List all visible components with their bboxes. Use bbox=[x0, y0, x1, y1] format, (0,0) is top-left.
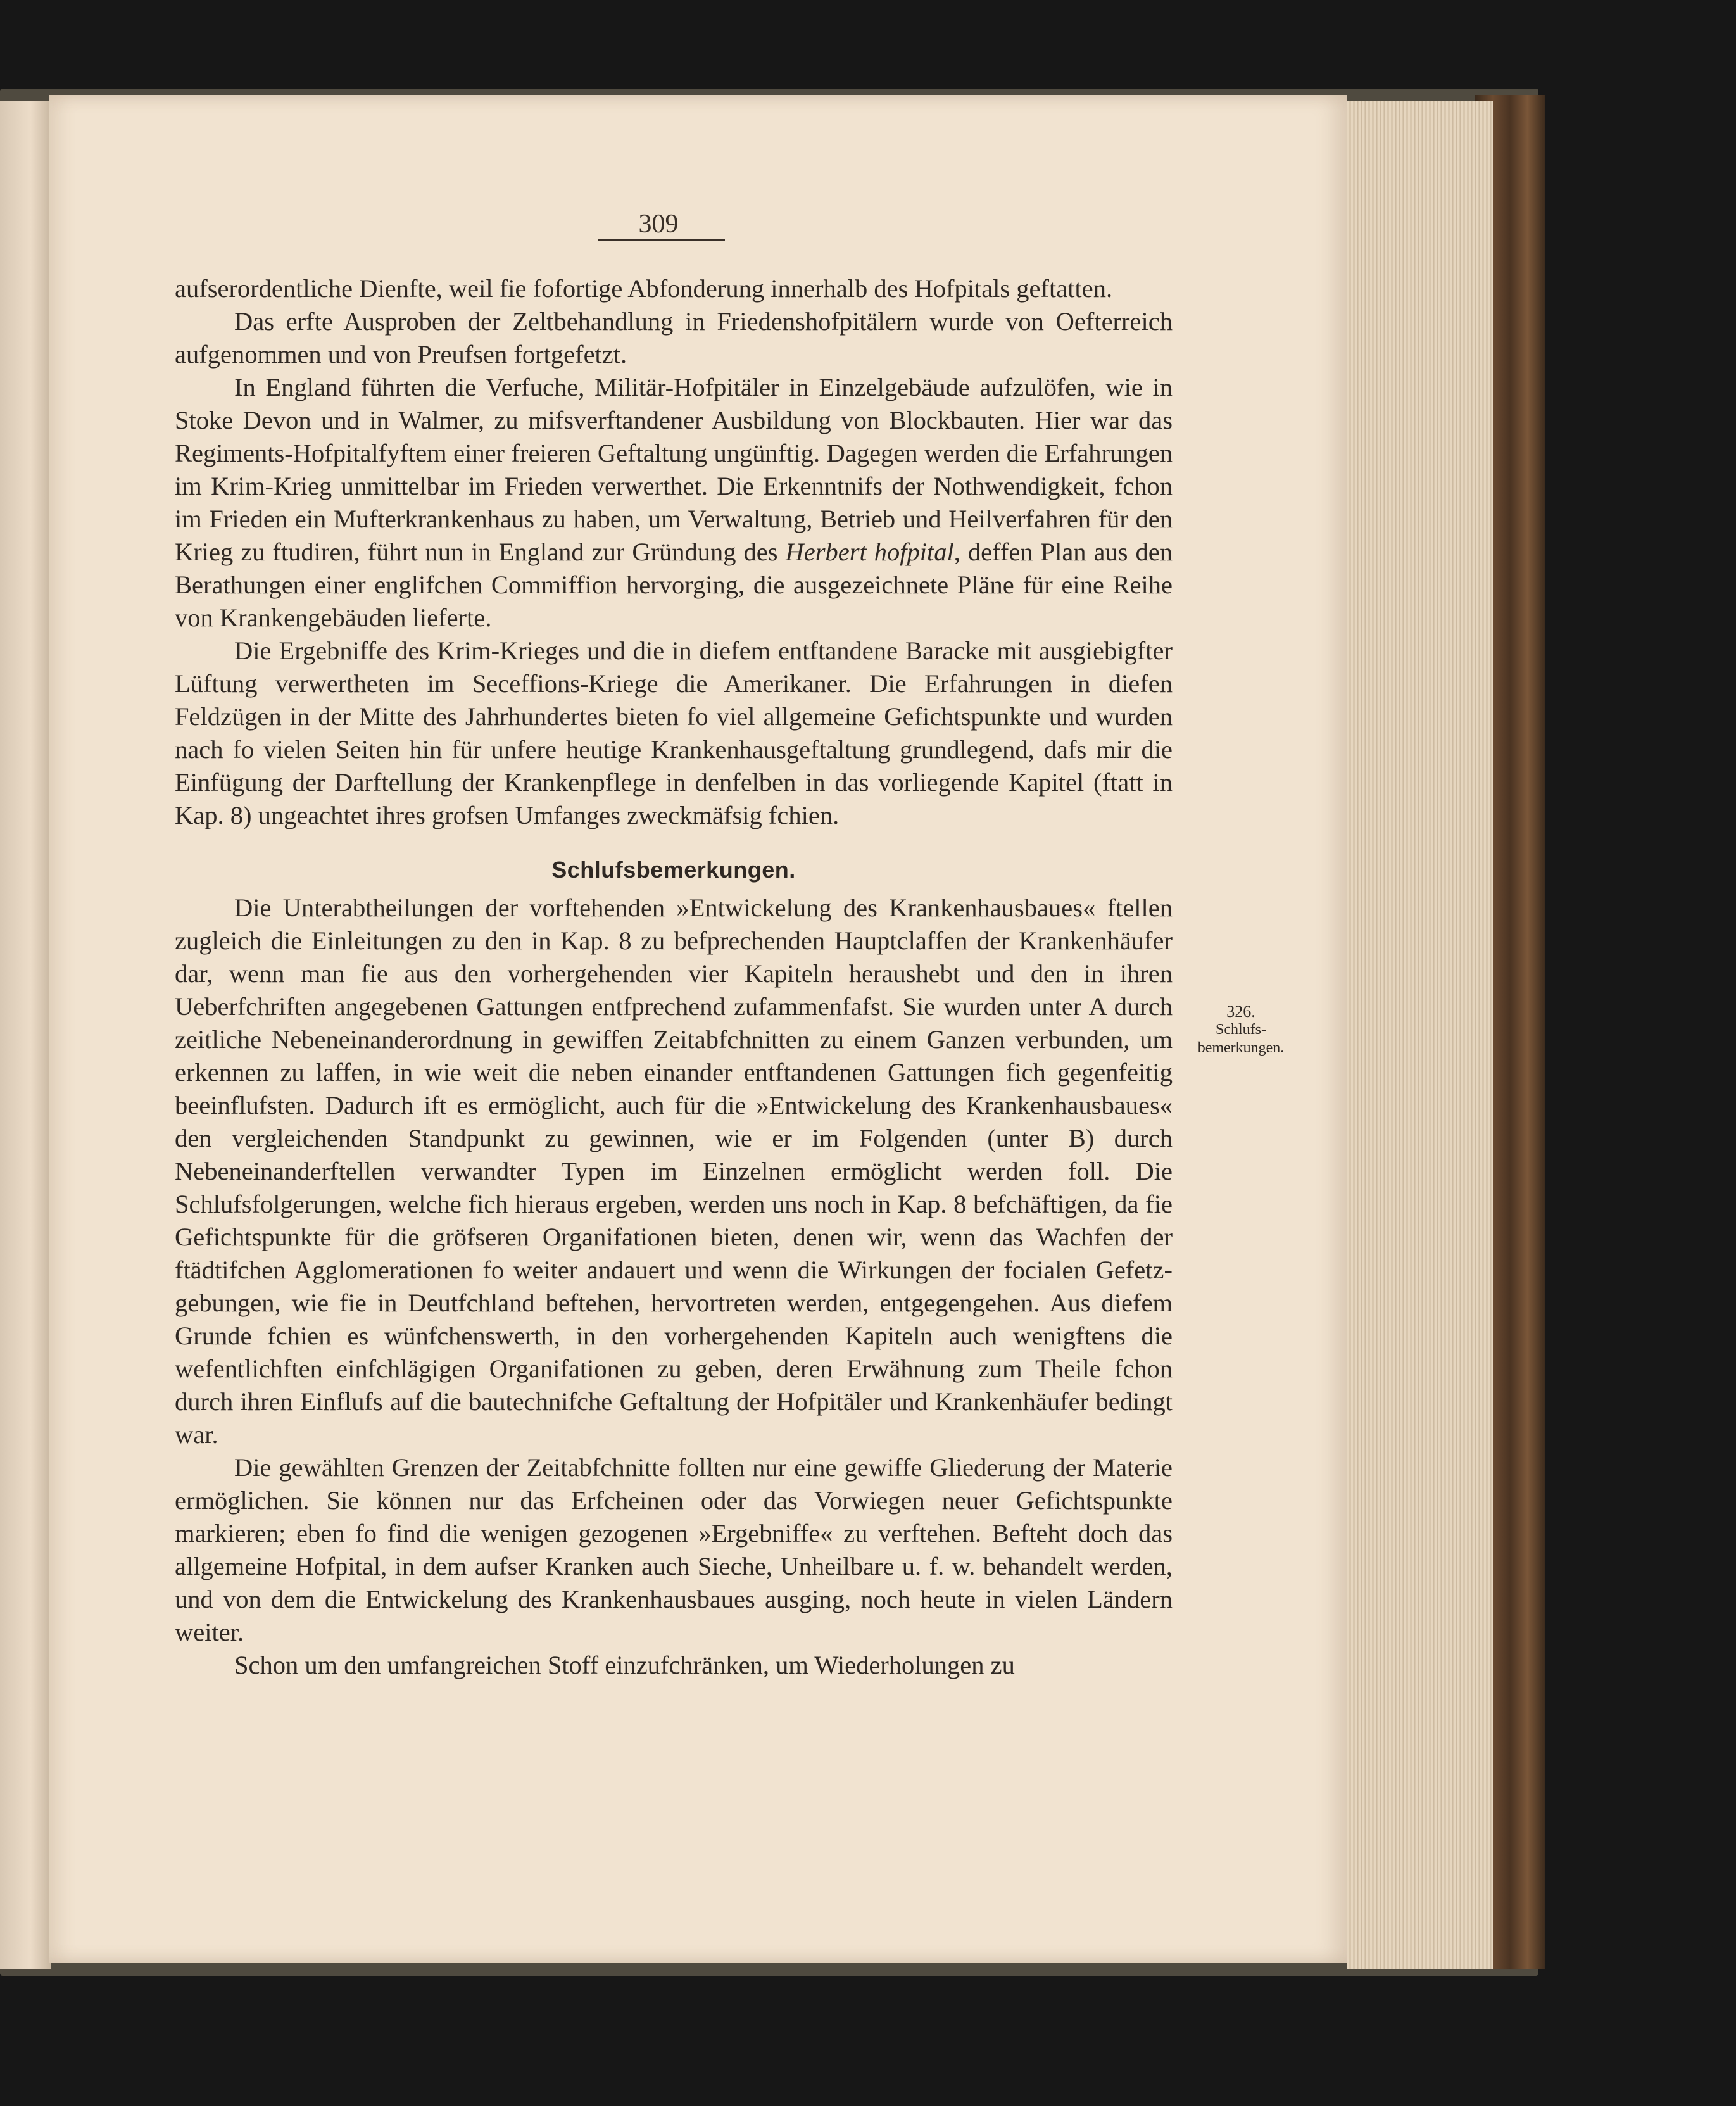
paragraph-3-part-1: In England führten die Verfuche, Militär-Hofpitäler in Einzelgebäude aufzulöfen, wie in Stoke Devon und in Walmer, zu mifsverftandener Ausbildung von Blockbauten. Hier war das Regiments-Hofpitalfyftem einer freieren Geftaltung ungünftig. Dagegen werden die Erfahrungen im Krim-Krieg unmittelbar im Frieden verwerthet. Die Erkenntnifs der Nothwendigkeit, fchon im Frieden ein Mufterkrankenhaus zu haben, um Verwaltung, Betrieb und Heilverfahren für den Krieg zu ftudiren, führt nun in England zur Gründung des bbox=[175, 373, 1173, 566]
paragraph-3 bbox=[175, 371, 1173, 634]
paragraph-2: Das erfte Ausproben der Zeltbehandlung in Friedenshofpitälern wurde von Oefterreich aufgenommen und von Preufsen fortgefetzt. bbox=[175, 307, 1173, 369]
paragraph-7: Schon um den umfangreichen Stoff einzufchränken, um Wiederholungen zu bbox=[234, 1651, 1015, 1679]
body-text bbox=[175, 272, 1173, 1682]
page-number: 309 bbox=[638, 210, 679, 239]
paragraph-5: Die Unterabtheilungen der vorftehenden »Entwickelung des Krankenhausbaues« ftellen zugleich die Einleitungen zu den in Kap. 8 zu befprechenden Hauptclaffen der Krankenhäufer dar, wenn man fie aus den vorhergehenden vier Kapiteln heraushebt und den in ihren Ueberfchriften angegebenen Gattungen entfprechend zufammenfafst. Sie wurden unter A durch zeitliche Nebeneinanderordnung in gewiffen Zeitabfchnitten zu einem Ganzen verbunden, um erkennen zu laffen, in wie weit die neben einander entftandenen Gattungen fich gegenfeitig beeinflufsten. Dadurch ift es ermöglicht, auch für die »Entwickelung des Krankenhausbaues« den vergleichenden Standpunkt zu gewinnen, wie er im Folgenden (unter B) durch Nebeneinanderftellen verwandter Typen im Einzelnen ermöglicht werden foll. Die Schlufsfolgerungen, welche fich hieraus ergeben, werden uns noch in Kap. 8 befchäftigen, da fie Gefichtspunkte für die gröfseren Organifationen bieten, denen wir, wenn das Wachfen der ftädtifchen Agglomerationen fo weiter andauert und wenn die Wirkungen der focialen Gefetzgebungen, wie fie in Deutfchland beftehen, hervortreten werden, entgegengehen. Aus diefem Grunde fchien es wünfchenswerth, in den vorhergehenden Kapiteln auch wenigftens die wefentlichften einfchlägigen Organifationen zu geben, deren Erwähnung zum Theile fchon durch ihren Einflufs auf die bautechnifche Geftaltung der Hofpitäler und Krankenhäufer bedingt war. bbox=[175, 893, 1173, 1449]
herbert-hospital-title: Herbert hofpital bbox=[785, 538, 954, 566]
paragraph-6: Die gewählten Grenzen der Zeitabfchnitte follten nur eine gewiffe Gliederung der Materie ermöglichen. Sie können nur das Erfcheinen oder das Vorwiegen neuer Gefichtspunkte markieren; eben fo find die wenigen gezogenen »Ergebniffe« zu verftehen. Befteht doch das allgemeine Hofpital, in dem aufser Kranken auch Sieche, Unheilbare u. f. w. behandelt werden, und von dem die Entwickelung des Krankenhausbaues ausging, noch heute in vielen Ländern weiter. bbox=[175, 1453, 1173, 1646]
page-number-rule bbox=[598, 239, 725, 241]
marginal-note bbox=[1190, 1002, 1292, 1057]
paragraph-4: Die Ergebniffe des Krim-Krieges und die in diefem entftandene Baracke mit ausgiebigfter Lüftung verwertheten im Seceffions-Kriege die Amerikaner. Die Erfahrungen in diefen Feldzügen in der Mitte des Jahrhundertes bieten fo viel allgemeine Gefichtspunkte und wurden nach fo vielen Seiten hin für unfere heutige Krankenhausgeftaltung grundlegend, dafs mir die Einfügung der Darftellung der Krankenpflege in denfelben in das vorliegende Kapitel (ftatt in Kap. 8) ungeachtet ihres grofsen Umfanges zweckmäfsig fchien. bbox=[175, 636, 1173, 829]
marginal-note-number: 326. bbox=[1226, 1002, 1255, 1021]
paragraph-1: aufserordentliche Dienfte, weil fie fofortige Abfonderung innerhalb des Hofpitals geftatten. bbox=[175, 274, 1113, 303]
left-page-edge bbox=[0, 101, 51, 1969]
marginal-note-line-2: bemerkungen. bbox=[1197, 1040, 1285, 1056]
section-heading: Schlufsbemerkungen. bbox=[551, 857, 796, 883]
page-edges bbox=[1347, 101, 1493, 1969]
marginal-note-line-1: Schlufs- bbox=[1216, 1021, 1266, 1038]
paragraph-3-part-2: , deffen Plan aus den Berathungen einer englifchen Commiffion hervorging, die ausgezeichnete Pläne für eine Reihe von Krankengebäuden lieferte. bbox=[175, 538, 1173, 632]
